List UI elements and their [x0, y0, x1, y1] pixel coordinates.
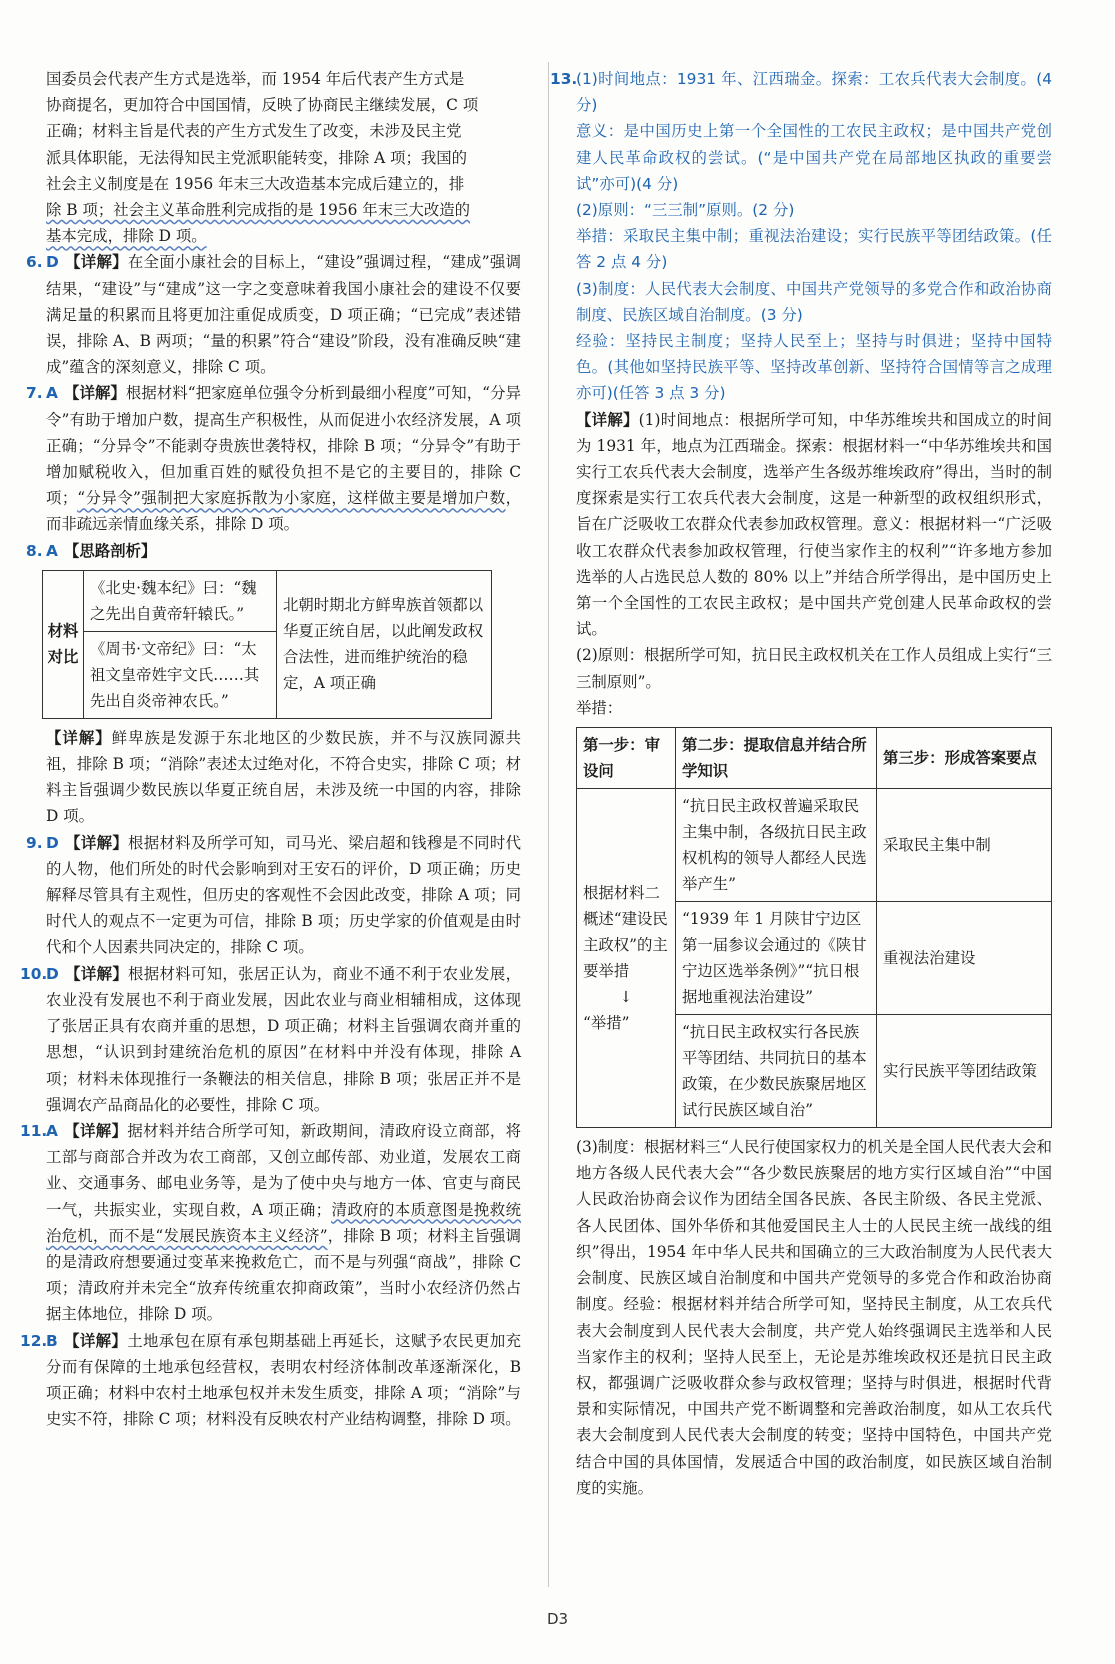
answer-letter: B — [46, 1331, 58, 1350]
table-step1-keyword: “举措” — [583, 1014, 630, 1033]
question-13-answers — [550, 66, 1052, 407]
right-column — [550, 66, 1052, 1501]
steps-table — [576, 727, 1052, 1128]
answer-text: (1)时间地点：1931 年、江西瑞金。探索：工农兵代表大会制度。(4 分) — [576, 70, 1052, 115]
intro-line-text: 基本完成，排除 D 项。 — [46, 227, 207, 246]
question-number: 10. — [20, 964, 48, 983]
analysis-tag: 【思路剖析】 — [63, 541, 157, 560]
question-number: 9. — [26, 833, 43, 852]
table-header-step3: 第三步：形成答案要点 — [877, 728, 1052, 789]
answer-line: 举措：采取民主集中制；重视法治建设；实行民族平等团结政策。(任答 2 点 4 分) — [576, 227, 1052, 272]
detail-tag: 【详解】 — [46, 728, 112, 747]
question-10 — [20, 961, 521, 1118]
explanation: 根据材料可知，张居正认为，商业不通不利于农业发展，农业没有发展也不利于商业发展，因此农业与商业相辅相成，这体现了张居正具有农商并重的思想，D 项正确；材料主旨强调农商并重的思想，“认识到封建统治危机的原因”在材料中并没有体现，排除 A 项；材料未体现推行一条鞭法的相关信息，排除 B 项；张居正并不是强调农产品商品化的必要性，排除 C 项。 — [46, 964, 521, 1114]
answer-line — [550, 66, 1052, 118]
explanation: 土地承包在原有承包期基础上再延长，这赋予农民更加充分而有保障的土地承包经营权，表明农村经济体制改革逐渐深化，B 项正确；材料中农村土地承包权并未发生质变，排除 A 项；“消除”与史实不符，排除 C 项；材料没有反映农村产业结构调整，排除 D 项。 — [46, 1331, 521, 1429]
intro-paragraph — [46, 66, 521, 249]
question-number: 13. — [550, 70, 578, 88]
table-label: 材料对比 — [43, 570, 84, 718]
intro-line: 正确；材料主旨是代表的产生方式发生了改变，未涉及民主党 — [46, 122, 462, 141]
question-11 — [20, 1118, 521, 1328]
detail-tag: 【详解】 — [64, 964, 129, 983]
detail-tag: 【详解】 — [63, 384, 126, 403]
answer-line: (2)原则：“三三制”原则。(2 分) — [576, 201, 795, 220]
explanation: 在全面小康社会的目标上，“建设”强调过程，“建成”强调结果，“建设”与“建成”这一字之变意味着我国小康社会的建设不仅要满足量的积累而且将更加注重促成质变，D 项正确；“已完成”表述错误，排除 A、B 两项；“量的积累”符合“建设”阶段，没有准确反映“建成”蕴含的深刻意义，排除 C 项。 — [46, 253, 521, 377]
question-number: 7. — [26, 384, 43, 403]
intro-line: 社会主义制度是在 1956 年末三大改造基本完成后建立的，排 — [46, 174, 465, 193]
answer-letter: A — [46, 541, 58, 560]
question-9 — [26, 830, 521, 961]
answer-letter: A — [46, 384, 58, 403]
explanation: ，排除 B 项；材料主旨强调的是清政府想要通过变革来挽救危亡，而不是与列强“商战”，排除 C 项；清政府并未完全“放弃传统重农抑商政策”，当时小农经济仍然占据主体地位，排除 D 项。 — [46, 1226, 521, 1324]
intro-line — [46, 197, 521, 223]
explanation: 据材料并结合所学可知，新政期间，清政府设立商部，将工部与商部合并改为农工商部，又创立邮传部、劝业道，发展农工商业、交通事务、邮电业务等，是为了使中央与地方一体、官吏与商民一气，共振实业，实现自救，A 项正确； — [46, 1121, 521, 1219]
answer-letter: D — [46, 964, 59, 983]
detail-paragraph: (2)原则：根据所学可知，抗日民主政权机关在工作人员组成上实行“三三制原则”。 — [576, 646, 1052, 691]
question-number: 8. — [26, 541, 43, 560]
table-step1-text: 根据材料二概述“建设民主政权”的主要举措 — [583, 884, 668, 981]
answer-line: 意义：是中国历史上第一个全国性的工农民主政权；是中国共产党创建人民革命政权的尝试。(“是中国共产党在局部地区执政的重要尝试”亦可)(4 分) — [576, 122, 1052, 193]
detail-tag: 【详解】 — [576, 410, 639, 429]
material-comparison-table — [42, 570, 492, 719]
table-source-2: 《周书·文帝纪》曰：“太祖文皇帝姓宇文氏……其先出自炎帝神农氏。” — [84, 631, 277, 718]
table-analysis: 北朝时期北方鲜卑族首领都以华夏正统自居，以此阐发政权合法性，进而维护统治的稳定，A 项正确 — [277, 570, 492, 718]
explanation: 根据材料“把家庭单位强令分析到最细小程度”可知，“分异令”有助于增加户数，提高生产积极性，从而促进小农经济发展，A 项正确；“分异令”不能剥夺贵族世袭特权，排除 B 项；“分异令”有助于增加赋税收入，但加重百姓的赋役负担不是它的主要目的，排除 C 项； — [46, 384, 521, 508]
explanation: (1)时间地点：根据所学可知，中华苏维埃共和国成立的时间为 1931 年，地点为江西瑞金。探索：根据材料一“中华苏维埃共和国实行工农兵代表大会制度，选举产生各级苏维埃政府”得出，当时的制度探索是实行工农兵代表大会制度，这是一种新型的政权组织形式，旨在广泛吸收工农群众代表参加政权管理。意义：根据材料一“广泛吸收工农群众代表参加政权管理，行使当家作主的权利”“许多地方参加选举的人占选民总人数的 80% 以上”并结合所学得出，是中国历史上第一个全国性的工农民主政权；是中国共产党创建人民革命政权的尝试。 — [576, 410, 1052, 639]
down-arrow-icon: ↓ — [619, 988, 633, 1007]
question-13-detail — [576, 407, 1052, 643]
table-info: “1939 年 1 月陕甘宁边区第一届参议会通过的《陕甘宁边区选举条例》”“抗日根据地重视法治建设” — [676, 902, 877, 1015]
answer-letter: D — [46, 833, 59, 852]
table-header-step1: 第一步：审设问 — [577, 728, 676, 789]
table-info: “抗日民主政权普遍采取民主集中制，各级抗日民主政权机构的领导人都经人民选举产生” — [676, 789, 877, 902]
answer-letter: D — [46, 253, 59, 272]
table-step1-cell — [577, 789, 676, 1128]
table-point: 重视法治建设 — [877, 902, 1052, 1015]
explanation: 鲜卑族是发源于东北地区的少数民族，并不与汉族同源共祖，排除 B 项；“消除”表述太过绝对化，不符合史实，排除 C 项；材料主旨强调少数民族以华夏正统自居，未涉及统一中国的内容，排除 D 项。 — [46, 728, 521, 826]
question-number: 11. — [20, 1121, 48, 1140]
table-header-step2: 第二步：提取信息并结合所学知识 — [676, 728, 877, 789]
intro-line-text: 除 B 项；社会主义革命胜利完成指的是 1956 年末三大改造的 — [46, 201, 471, 220]
table-point: 实行民族平等团结政策 — [877, 1015, 1052, 1128]
intro-line: 协商提名，更加符合中国国情，反映了协商民主继续发展，C 项 — [46, 96, 479, 115]
underlined-explanation: 清政府的本质意图是挽救统治危机，而不是“发展民族资本主义经济” — [46, 1200, 521, 1245]
table-source-1: 《北史·魏本纪》曰：“魏之先出自黄帝轩辕氏。” — [84, 570, 277, 631]
explanation: 根据材料及所学可知，司马光、梁启超和钱穆是不同时代的人物，他们所处的时代会影响到对王安石的评价，D 项正确；历史解释尽管具有主观性，但历史的客观性不会因此改变，排除 A 项；同时代人的观点不一定更为可信，排除 B 项；历史学家的价值观是由时代和个人因素共同决定的，排除 C 项。 — [46, 833, 521, 957]
intro-line — [46, 223, 521, 249]
question-number: 6. — [26, 253, 43, 272]
detail-tag: 【详解】 — [63, 1121, 128, 1140]
question-8-detail — [46, 725, 521, 830]
question-12 — [20, 1328, 521, 1433]
detail-paragraph: (3)制度：根据材料三“人民行使国家权力的机关是全国人民代表大会和地方各级人民代表大会”“各少数民族聚居的地方实行区域自治”“中国人民政治协商会议作为团结全国各民族、各民主阶级、各民主党派、各人民团体、国外华侨和其他爱国民主人士的人民民主统一战线的组织”得出，1954 年中华人民共和国确立的三大政治制度为人民代表大会制度、民族区域自治制度和中国共产党领导的多党合作和政治协商制度。经验：根据材料并结合所学可知，坚持民主制度，从工农兵代表大会制度到人民代表大会制度，共产党人始终强调民主选举和人民当家作主的权利；坚持人民至上，无论是苏维埃政权还是抗日民主政权，都强调广泛吸收群众参与政权管理；坚持与时俱进，根据时代背景和实际情况，中国共产党不断调整和完善政治制度，如从工农兵代表大会制度到人民代表大会制度的转变；坚持中国特色，中国共产党结合中国的具体国情，发展适合中国的政治制度，如民族区域自治制度的实施。 — [576, 1138, 1052, 1497]
detail-label: 举措： — [576, 698, 623, 717]
underlined-explanation: “分异令”强制把大家庭拆散为小家庭，这样做主要是增加户数 — [77, 489, 506, 508]
table-info: “抗日民主政权实行各民族平等团结、共同抗日的基本政策，在少数民族聚居地区试行民族区域自治” — [676, 1015, 877, 1128]
question-number: 12. — [20, 1331, 48, 1350]
detail-tag: 【详解】 — [64, 833, 129, 852]
page-number: D3 — [546, 1610, 569, 1628]
table-point: 采取民主集中制 — [877, 789, 1052, 902]
detail-tag: 【详解】 — [64, 253, 128, 272]
column-divider — [548, 62, 549, 1587]
question-7 — [26, 380, 521, 537]
intro-line: 派具体职能，无法得知民主党派职能转变，排除 A 项；我国的 — [46, 148, 468, 167]
question-8 — [26, 538, 521, 564]
answer-letter: A — [46, 1121, 58, 1140]
question-6 — [26, 249, 521, 380]
intro-line: 国委员会代表产生方式是选举，而 1954 年后代表产生方式是 — [46, 70, 465, 88]
detail-tag: 【详解】 — [63, 1331, 128, 1350]
explanation: ，而非疏远亲情血缘关系，排除 D 项。 — [46, 489, 521, 534]
answer-line: (3)制度：人民代表大会制度、中国共产党领导的多党合作和政治协商制度、民族区域自治制度。(3 分) — [576, 279, 1052, 324]
left-column — [20, 66, 521, 1432]
answer-line: 经验：坚持民主制度；坚持人民至上；坚持与时俱进；坚持中国特色。(其他如坚持民族平等、坚持改革创新、坚持符合国情等言之成理亦可)(任答 3 点 3 分) — [576, 332, 1052, 403]
